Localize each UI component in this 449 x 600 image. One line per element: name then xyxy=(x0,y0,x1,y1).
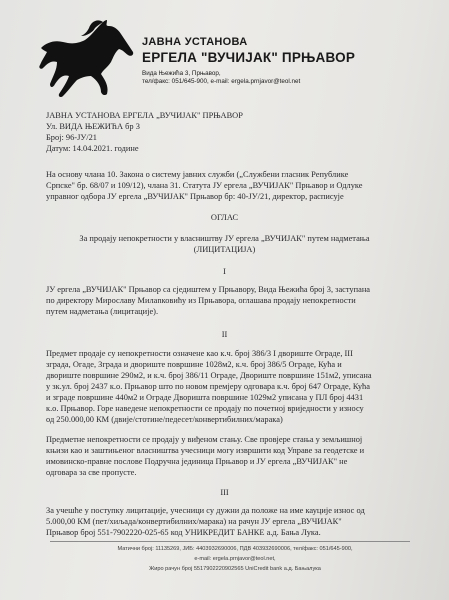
section-line: одговара за све пропусте. xyxy=(46,468,137,477)
section-line: двориште површине 290м2, и к.ч. број 386/11 Ограде, Двориште површине 151м2, уписана xyxy=(46,371,372,380)
footer-registration: Матични број: 11135269, ЈИБ: 4403932690006, ПДВ 403932690006, тел/факс: 051/645-900, xyxy=(117,546,353,552)
letterhead-name: ЕРГЕЛА "ВУЧИЈАК" ПРЊАВОР xyxy=(142,50,356,65)
letterhead-institution: ЈАВНА УСТАНОВА xyxy=(142,36,248,48)
section-line: За учешће у поступку лицитације, учесници су дужни да положе на име кауције износ од xyxy=(46,506,365,515)
section-line: и зграде површине 440м2 и Ограде Двориштa површине 1029м2 уписана у ПЛ број 4431 xyxy=(46,393,364,402)
section-line: књизи као и заштињеног власништва учесници могу извршити код Управе за геодетске и xyxy=(46,446,365,455)
section-line: ЈУ ергела „ВУЧИЈАК" Прњавор са сједиштем у Прњавору, Вида Њежића број 3, заступана xyxy=(46,285,371,294)
letterhead xyxy=(142,36,442,85)
announcement-subtitle: (ЛИЦИТАЦИЈА) xyxy=(193,245,256,254)
section-3-paragraph xyxy=(46,505,365,538)
section-numeral: I xyxy=(223,267,226,276)
announcement-heading: ОГЛАС xyxy=(210,213,239,222)
header-number: Број: 96-ЈУ/21 xyxy=(46,133,97,142)
horse-logo-icon xyxy=(33,18,137,100)
header-street: Ул. ВИДА ЊЕЖИЋА бр 3 xyxy=(46,122,140,131)
section-line: Предметне непокретности се продају у виђеном стању. Све провјере стања у земљишној xyxy=(46,435,363,444)
section-line: путем надметања (лицитације). xyxy=(46,307,159,316)
header-org: ЈАВНА УСТАНОВА ЕРГЕЛА „ВУЧИЈАК" ПРЊАВОР xyxy=(46,111,243,120)
section-line: имовинско-правне послове Подручна јединица Прњавор и ЈУ ергела „ВУЧИЈАК" не xyxy=(46,457,348,466)
header-date: Датум: 14.04.2021. године xyxy=(46,144,139,153)
section-numeral: II xyxy=(221,330,228,339)
footer-bank-account: Жиро рачун број 5517902220902565 UniCredit bank а.д. Бањалука xyxy=(149,566,321,572)
intro-line: управног одбора ЈУ ергела „ВУЧИЈАК" Прњавор бр: 40-ЈУ/21, директор, расписује xyxy=(46,192,344,201)
section-line: Предмет продаје су непокретности означене као к.ч. број 386/3 I двориште Ограде, III xyxy=(46,349,353,358)
footer-divider xyxy=(50,541,410,542)
section-line: к.о. Прњавор. Горе наведене непокретности се продају по почетној вриједности у износу xyxy=(46,404,364,413)
section-1-paragraph xyxy=(46,284,370,317)
letterhead-address: Вида Њежића 3, Прњавор, xyxy=(142,70,221,77)
section-line: у зк.ул. број 2437 к.о. Прњавор што по новом премјеру одговара к.ч. број 647 Ограде, Кућа xyxy=(46,382,370,391)
announcement-title: За продају непокретности у власништву ЈУ ергела „ВУЧИЈАК" путем надметања xyxy=(79,234,370,243)
intro-paragraph xyxy=(46,169,362,202)
section-line: од 250.000,00 КМ (двије/стотине/педесет/конвертибилних/марака) xyxy=(46,415,283,424)
intro-line: Српске" бр. 68/07 и 109/12), члана 31. Статута ЈУ ергела „ВУЧИЈАК" Прњавор и Одлуке xyxy=(46,181,363,190)
section-line: зграда, Огаде, Зграда и двориште површине 1028м2, к.ч. број 386/5 Ограде, Кућа и xyxy=(46,360,342,369)
section-line: 5.000,00 КМ (пет/хиљада/конвертибилних/марака) на рачун ЈУ ергела „ВУЧИЈАК" xyxy=(46,517,342,526)
section-2-paragraph xyxy=(46,348,372,425)
intro-line: На основу члана 10. Закона о систему јавних служби („Службени гласник Републике xyxy=(46,170,349,179)
footer-email: e-mail: ergela.prnjavor@teol.net, xyxy=(194,556,276,562)
section-line: по директору Мирославу Милanковићу из Прњавора, оглашава продају непокретности xyxy=(46,296,356,305)
section-numeral: III xyxy=(220,488,229,497)
section-2-paragraph-2 xyxy=(46,434,364,478)
letterhead-contact: тел/факс: 051/645-900, e-mail: ergela.prnjavor@teol.net xyxy=(142,78,301,85)
section-line: Прњавор број 551-7902220-025-65 код УНИКРЕДИТ БАНКЕ а.д. Бања Лука. xyxy=(46,528,321,537)
